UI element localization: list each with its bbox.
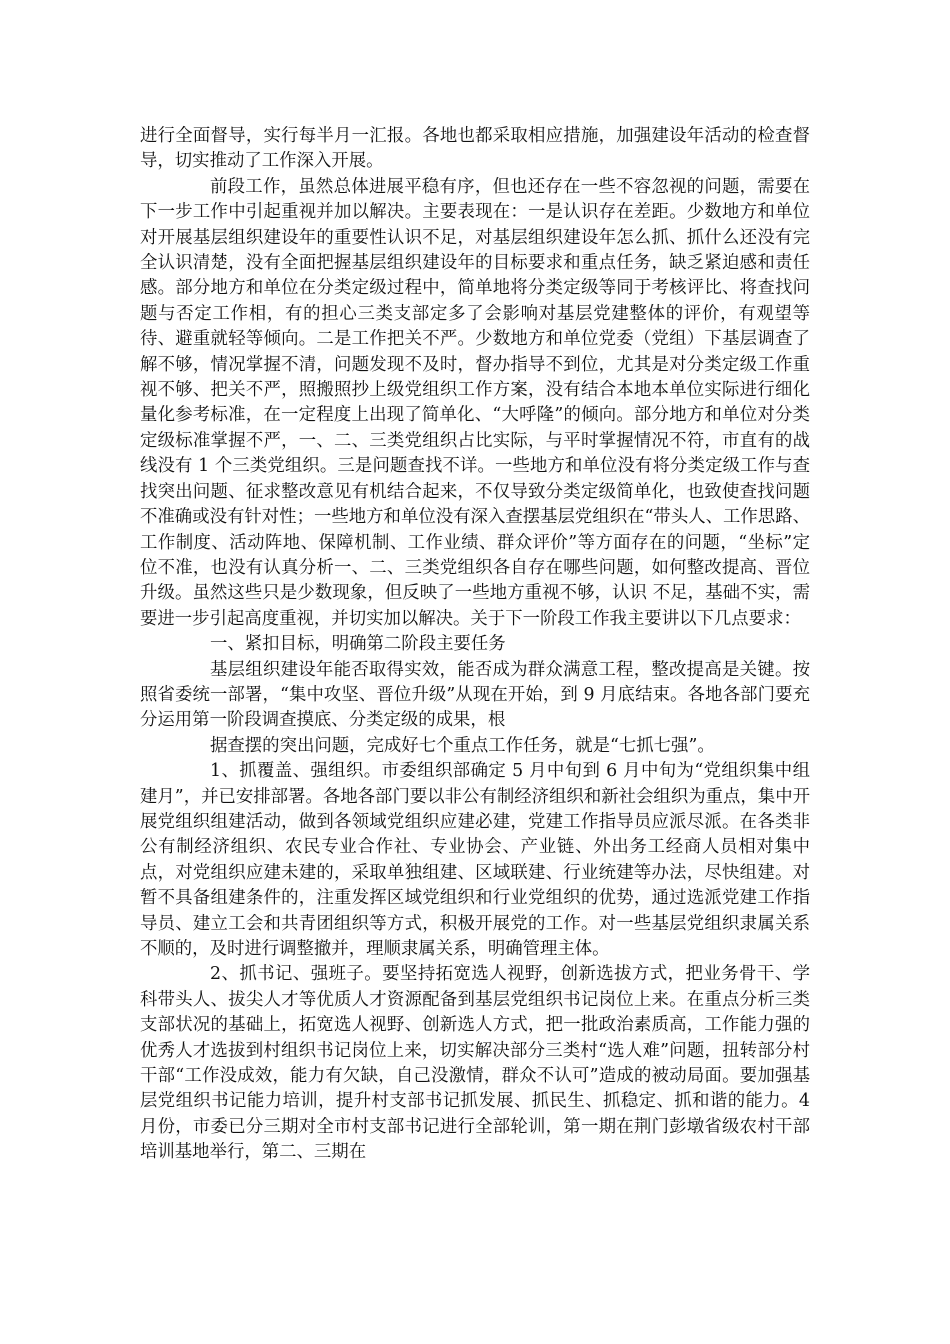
paragraph-seven-tasks: 据查摆的突出问题，完成好七个重点工作任务，就是“七抓七强”。 [210,735,715,756]
paragraph-continuation: 进行全面督导，实行每半月一汇报。各地也都采取相应措施，加强建设年活动的检查督导，切实推动了工作深入开展。 [140,126,810,172]
paragraph-task-1: 1、抓覆盖、强组织。市委组织部确定 5 月中旬到 6 月中旬为“党组织集中组建月”，并已安排部署。各地各部门要以非公有制经济组织和新社会组织为重点，集中开展党组织组建活动，做到各领域党组织应建必建，党建工作指导员应派尽派。在各类非公有制经济组织、农民专业合作社、专业协会、产业链、外出务工经商人员相对集中点，对党组织应建未建的，采取单独组建、区域联建、行业统建等办法，尽快组建。对暂不具备组建条件的，注重发挥区域党组织和行业党组织的优势，通过选派党建工作指导员、建立工会和共青团组织等方式，积极开展党的工作。对一些基层党组织隶属关系不顺的，及时进行调整撤并，理顺隶属关系，明确管理主体。 [140,761,810,959]
paragraph-problems: 前段工作，虽然总体进展平稳有序，但也还存在一些不容忽视的问题，需要在下一步工作中引起重视并加以解决。主要表现在：一是认识存在差距。少数地方和单位对开展基层组织建设年的重要性认识不足，对基层组织建设年怎么抓、抓什么还没有完全认识清楚，没有全面把握基层组织建设年的目标要求和重点任务，缺乏紧迫感和责任感。部分地方和单位在分类定级过程中，简单地将分类定级等同于考核评比、将查找问题与否定工作相，有的担心三类支部定多了会影响对基层党建整体的评价，有观望等待、避重就轻等倾向。二是工作把关不严。少数地方和单位党委（党组）下基层调查了解不够，情况掌握不清，问题发现不及时，督办指导不到位，尤其是对分类定级工作重视不够、把关不严，照搬照抄上级党组织工作方案，没有结合本地本单位实际进行细化量化参考标准，在一定程度上出现了简单化、“大呼隆”的倾向。部分地方和单位对分类定级标准掌握不严，一、二、三类党组织占比实际，与平时掌握情况不符，市直有的战线没有 1 个三类党组织。三是问题查找不详。一些地方和单位没有将分类定级工作与查找突出问题、征求整改意见有机结合起来，不仅导致分类定级简单化，也致使查找问题不准确或没有针对性；一些地方和单位没有深入查摆基层党组织在“带头人、工作思路、工作制度、活动阵地、保障机制、工作业绩、群众评价”等方面存在的问题，“坐标”定位不准，也没有认真分析一、二、三类党组织各自存在哪些问题，如何整改提高、晋位升级。虽然这些只是少数现象，但反映了一些地方重视不够，认识 不足，基础不实，需要进一步引起高度重视，并切实加以解决。关于下一阶段工作我主要讲以下几点要求： [140,176,810,629]
paragraph-task-2: 2、抓书记、强班子。要坚持拓宽选人视野，创新选拔方式，把业务骨干、学科带头人、拔尖人才等优质人才资源配备到基层党组织书记岗位上来。在重点分析三类支部状况的基础上，拓宽选人视野、创新选人方式，把一批政治素质高，工作能力强的优秀人才选拔到村组织书记岗位上来，切实解决部分三类村“选人难”问题，扭转部分村干部“工作没成效，能力有欠缺，自己没激情，群众不认可”造成的被动局面。要加强基层党组织书记能力培训，提升村支部书记抓发展、抓民生、抓稳定、抓和谐的能力。4 月份，市委已分三期对全市村支部书记进行全部轮训，第一期在荆门彭墩省级农村干部培训基地举行，第二、三期在 [140,964,810,1163]
paragraph-goals: 基层组织建设年能否取得实效，能否成为群众满意工程，整改提高是关键。按照省委统一部署，“集中攻坚、晋位升级”从现在开始，到 9 月底结束。各地各部门要充分运用第一阶段调查摸底、分类定级的成果，根 [140,659,810,731]
document-page [140,124,810,1166]
section-heading: 一、紧扣目标，明确第二阶段主要任务 [210,634,506,655]
